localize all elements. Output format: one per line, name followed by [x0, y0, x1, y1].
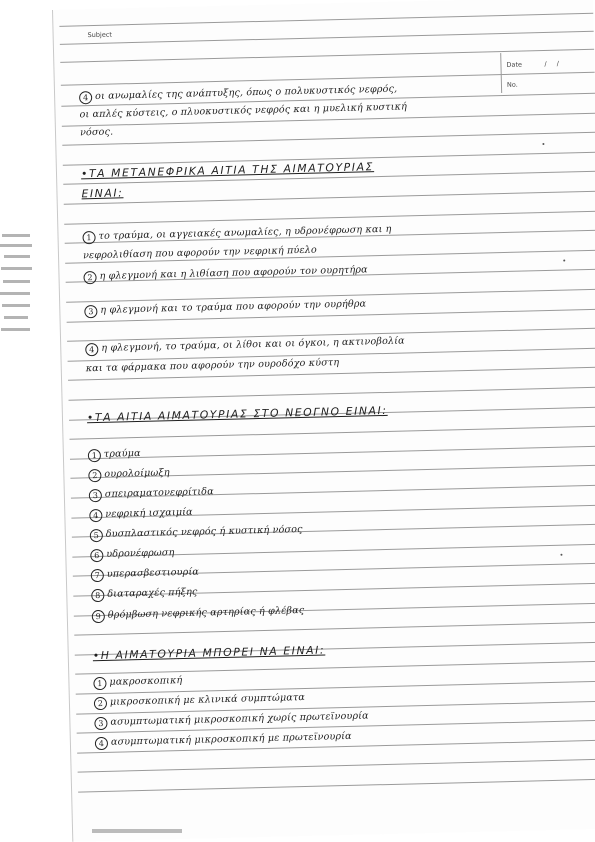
list-item [89, 507, 193, 523]
list-item [91, 587, 197, 603]
note-text: ασυμπτωματική μικροσκοπική χωρίς πρωτεϊνουρία [110, 710, 369, 728]
ruled-line [60, 31, 594, 45]
notebook-sheet [52, 0, 595, 842]
item-number: 1 [82, 231, 95, 244]
list-item [90, 524, 303, 542]
heading-text: •Η ΑΙΜΑΤΟΥΡΙΑ ΜΠΟΡΕΙ ΝΑ ΕΙΝΑΙ: [92, 643, 326, 663]
section-heading [93, 644, 326, 663]
list-item [91, 567, 199, 583]
list-item [88, 467, 170, 482]
heading-text: •ΤΑ ΑΙΤΙΑ ΑΙΜΑΤΟΥΡΙΑΣ ΣΤΟ ΝΕΟΓΝΟ ΕΙΝΑΙ: [86, 403, 388, 425]
heading-text: ΕΙΝΑΙ: [81, 186, 124, 201]
ruled-line [64, 191, 595, 205]
note-text: νεφρολιθίαση που αφορούν την νεφρική πύελο [82, 244, 318, 262]
item-number: 2 [83, 271, 96, 284]
note-line [80, 127, 114, 139]
note-text: ουρολοίμωξη [104, 467, 170, 480]
item-number: 4 [85, 343, 98, 356]
item-number: 4 [89, 509, 102, 522]
item-number: 4 [95, 737, 108, 750]
item-number: 6 [90, 549, 103, 562]
note-text: νεφρική ισχαιμία [105, 506, 193, 520]
pen-dot [542, 143, 544, 145]
note-text: θρόμβωση νεφρικής αρτηρίας ή φλέβας [107, 605, 305, 621]
date-slashes: / / [544, 59, 564, 68]
list-item [92, 605, 305, 623]
item-number: 3 [94, 717, 107, 730]
note-text: το τραύμα, οι αγγειακές ανωμαλίες, η υδρονέφρωση και η [98, 223, 392, 242]
ruled-line [74, 622, 595, 636]
list-item [94, 692, 305, 710]
note-text: η φλεγμονή, το τραύμα, οι λίθοι και οι όγκοι, η ακτινοβολία [101, 335, 405, 354]
subject-label: Subject [87, 30, 113, 40]
item-number: 3 [89, 489, 102, 502]
section-heading [87, 404, 388, 424]
item-number: 2 [88, 469, 101, 482]
list-item [90, 547, 174, 562]
note-text: υπερασβεστιουρία [106, 566, 200, 580]
ruled-line [78, 779, 595, 793]
item-number: 5 [90, 529, 103, 542]
ruled-line [70, 446, 595, 460]
item-number: 8 [91, 589, 104, 602]
list-item [89, 486, 214, 502]
ruled-line [64, 211, 595, 225]
list-item [88, 448, 141, 462]
ruled-line [69, 387, 595, 401]
section-heading [81, 186, 123, 200]
item-number: 1 [93, 677, 106, 690]
note-text: διαταραχές πήξης [107, 586, 198, 600]
ruled-line [59, 13, 593, 27]
pen-dot [560, 554, 562, 556]
note-text: οι ανωμαλίες της ανάπτυξης, όπως ο πολυκυστικός νεφρός, [94, 83, 398, 102]
note-text: μικροσκοπική με κλινικά συμπτώματα [109, 692, 306, 708]
item-number: 4 [79, 91, 92, 104]
ruled-line [78, 759, 595, 773]
note-text: η φλεγμονή και η λιθίαση που αφορούν τον ουρητήρα [99, 264, 368, 282]
note-text: υδρονέφρωση [106, 547, 175, 560]
item-number: 9 [92, 610, 105, 623]
pen-dot [563, 260, 565, 262]
item-number: 3 [84, 305, 97, 318]
note-text: δυσπλαστικός νεφρός ή κυστική νόσος [105, 524, 303, 540]
note-text: ασυμπτωματική μικροσκοπική με πρωτεϊνουρία [110, 730, 352, 748]
item-number: 1 [88, 449, 101, 462]
note-line [82, 224, 391, 245]
note-text: οι απλές κύστεις, ο πλυοκυστικός νεφρός και η μυελική κυστική [79, 101, 408, 121]
item-number: 2 [94, 697, 107, 710]
note-text: σπειραματονεφρίτιδα [104, 486, 214, 500]
binding-shadow-marks [0, 228, 34, 348]
bottom-scan-mark [92, 829, 182, 833]
ruled-line [62, 132, 595, 146]
note-text: νόσος. [79, 126, 114, 139]
ruled-line [69, 426, 595, 440]
note-text: και τα φάρμακα που αφορούν την ουροδόχο κύστη [85, 357, 340, 375]
note-text: μακροσκοπική [109, 675, 183, 688]
ruled-line [75, 661, 595, 675]
note-text: τραύμα [103, 447, 141, 460]
list-item [93, 675, 182, 690]
item-number: 7 [91, 569, 104, 582]
date-label: Date [506, 60, 523, 69]
note-text: η φλεγμονή και το τραύμα που αφορούν την ουρήθρα [100, 298, 367, 316]
number-label: No. [506, 80, 518, 89]
note-line [83, 264, 367, 284]
heading-text: •ΤΑ ΜΕΤΑΝΕΦΡΙΚΑ ΑΙΤΙΑ ΤΗΣ ΑΙΜΑΤΟΥΡΙΑΣ [80, 160, 375, 181]
